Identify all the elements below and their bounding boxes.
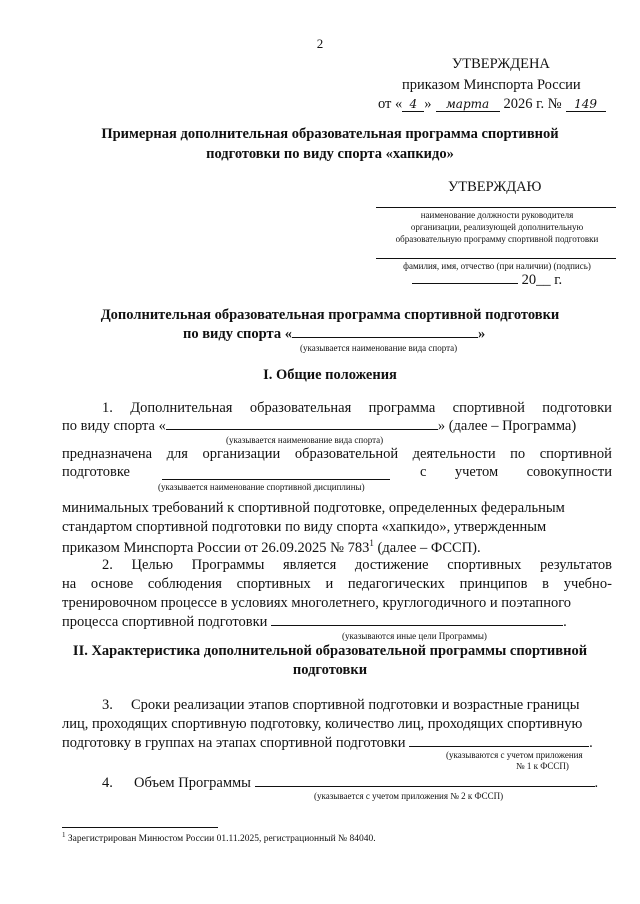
footnote-number: 1 [62, 831, 66, 839]
word: на [62, 576, 77, 592]
section2-heading-line2: подготовки [292, 662, 368, 678]
word: образовательной [294, 446, 399, 462]
p2-line1 [102, 557, 612, 574]
approve-line-1 [376, 207, 616, 208]
p3-caption1: (указываются с учетом приложения [446, 750, 583, 760]
word: совокупности [526, 464, 612, 480]
approval-month: марта [436, 97, 500, 112]
word: с [420, 464, 427, 480]
p2-line4 [62, 614, 567, 631]
program-title-caption: (указывается наименование вида спорта) [300, 343, 458, 353]
word: учетом [454, 464, 499, 480]
approve-date-tail: 20__ г. [521, 272, 563, 288]
word: образовательная [249, 400, 352, 416]
p1-num: 1. [102, 400, 113, 416]
word: спортивных [447, 557, 522, 573]
p4-line [134, 775, 598, 792]
p3-line1: 3. Сроки реализации этапов спортивной подготовки и возрастные границы [102, 697, 580, 713]
word: спортивной [539, 446, 612, 462]
word: по [510, 446, 526, 462]
footnote [62, 831, 376, 844]
p2-num: 2. [102, 557, 113, 573]
program-title-line2 [183, 326, 485, 343]
approval-quote: » [424, 96, 432, 112]
word: в [542, 576, 550, 592]
word: принципов [459, 576, 528, 592]
word: соблюдения [147, 576, 222, 592]
program-title-blank [292, 336, 478, 338]
word: программа [368, 400, 436, 416]
p4-suffix: . [594, 775, 599, 791]
approve-caption-2: организации, реализующей дополнительную [410, 222, 584, 232]
p2-goals-blank [271, 624, 563, 626]
word: учебно- [563, 576, 612, 592]
p3-line3-suffix: . [589, 735, 593, 751]
section1-heading: I. Общие положения [263, 367, 397, 383]
approve-date [412, 272, 562, 289]
approve-line-2 [376, 258, 616, 259]
p3-caption2: № 1 к ФССП) [516, 761, 569, 771]
doc-title-line2: подготовки по виду спорта «хапкидо» [206, 146, 454, 162]
word: организации [202, 446, 281, 462]
approval-order: приказом Минспорта России [402, 77, 581, 93]
p1-line7-suffix: (далее – ФССП). [373, 539, 481, 556]
word: Программы [191, 557, 265, 573]
footnote-divider [62, 827, 218, 828]
approve-caption-3: образовательную программу спортивной подготовки [395, 234, 599, 244]
approval-from: от « [378, 96, 403, 112]
approval-title: УТВЕРЖДЕНА [452, 56, 550, 72]
p1-line5: минимальных требований к спортивной подготовке, определенных федеральным [62, 500, 565, 516]
p1-sport-blank [166, 428, 438, 430]
p2-line3: тренировочном процессе в условиях многолетнего, круглогодичного и поэтапного [62, 595, 572, 611]
word: для [166, 446, 188, 462]
p2-caption: (указываются иные цели Программы) [342, 631, 487, 641]
footnote-text: Зарегистрирован Минюстом России 01.11.2025, регистрационный № 84040. [65, 834, 376, 845]
p4-blank [255, 785, 595, 787]
word: спортивных [236, 576, 311, 592]
section2-heading-line1: II. Характеристика дополнительной образовательной программы спортивной [72, 643, 588, 659]
p2-line4-prefix: процесса спортивной подготовки [62, 614, 268, 630]
p2-line2 [62, 576, 612, 593]
p1-line3 [62, 446, 612, 463]
p1-line1 [102, 400, 612, 417]
word: педагогических [347, 576, 445, 592]
word: Дополнительная [130, 400, 233, 416]
footnote-ref: 1 [369, 538, 374, 548]
p1-discipline-blank [162, 479, 390, 480]
word: деятельности [412, 446, 496, 462]
p1-caption1: (указывается наименование вида спорта) [226, 435, 384, 445]
word: является [282, 557, 337, 573]
p1-caption2: (указывается наименование спортивной дисциплины) [158, 482, 365, 492]
word: подготовки [542, 400, 612, 416]
p1-line2 [62, 418, 576, 435]
word: результатов [539, 557, 612, 573]
approval-day: 4 [402, 97, 424, 112]
word: основе [90, 576, 134, 592]
program-title-suffix: » [477, 326, 486, 342]
approve-title: УТВЕРЖДАЮ [448, 179, 542, 195]
p1-line6: стандартом спортивной подготовки по виду спорта «хапкидо», утвержденным [62, 519, 547, 535]
approve-date-blank [412, 282, 518, 284]
program-title-prefix: по виду спорта « [183, 326, 292, 342]
approve-caption-1: наименование должности руководителя [420, 210, 574, 220]
p3-blank [409, 745, 589, 747]
p1-line7 [62, 538, 481, 557]
p1-line2-prefix: по виду спорта « [62, 418, 166, 434]
p4-caption: (указывается с учетом приложения № 2 к ФССП) [314, 791, 504, 801]
p1-line2-suffix: » (далее – Программа) [437, 418, 577, 434]
p2-line4-suffix: . [563, 614, 567, 630]
p1-line4-prefix: подготовке [62, 464, 130, 480]
page-number: 2 [316, 36, 324, 51]
p4-num: 4. [102, 775, 113, 791]
word: и [325, 576, 334, 592]
doc-title-line1: Примерная дополнительная образовательная программа спортивной [101, 126, 559, 142]
program-title-line1: Дополнительная образовательная программа спортивной подготовки [100, 307, 560, 323]
p1-line4-words [420, 464, 612, 481]
approval-date-line [378, 96, 606, 113]
word: Целью [131, 557, 174, 573]
approval-number: 149 [566, 97, 606, 112]
approval-year: 2026 г. № [503, 96, 562, 112]
p3-line3-prefix: подготовку в группах на этапах спортивной подготовки [62, 735, 406, 751]
p1-line7-prefix: приказом Минспорта России от 26.09.2025 № 783 [62, 539, 370, 556]
word: предназначена [62, 446, 153, 462]
p4-text: Объем Программы [134, 775, 251, 791]
p3-line2: лиц, проходящих спортивную подготовку, количество лиц, проходящих спортивную [62, 716, 583, 732]
word: спортивной [452, 400, 525, 416]
word: достижение [354, 557, 429, 573]
approve-caption-4: фамилия, имя, отчество (при наличии) (подпись) [403, 261, 591, 271]
